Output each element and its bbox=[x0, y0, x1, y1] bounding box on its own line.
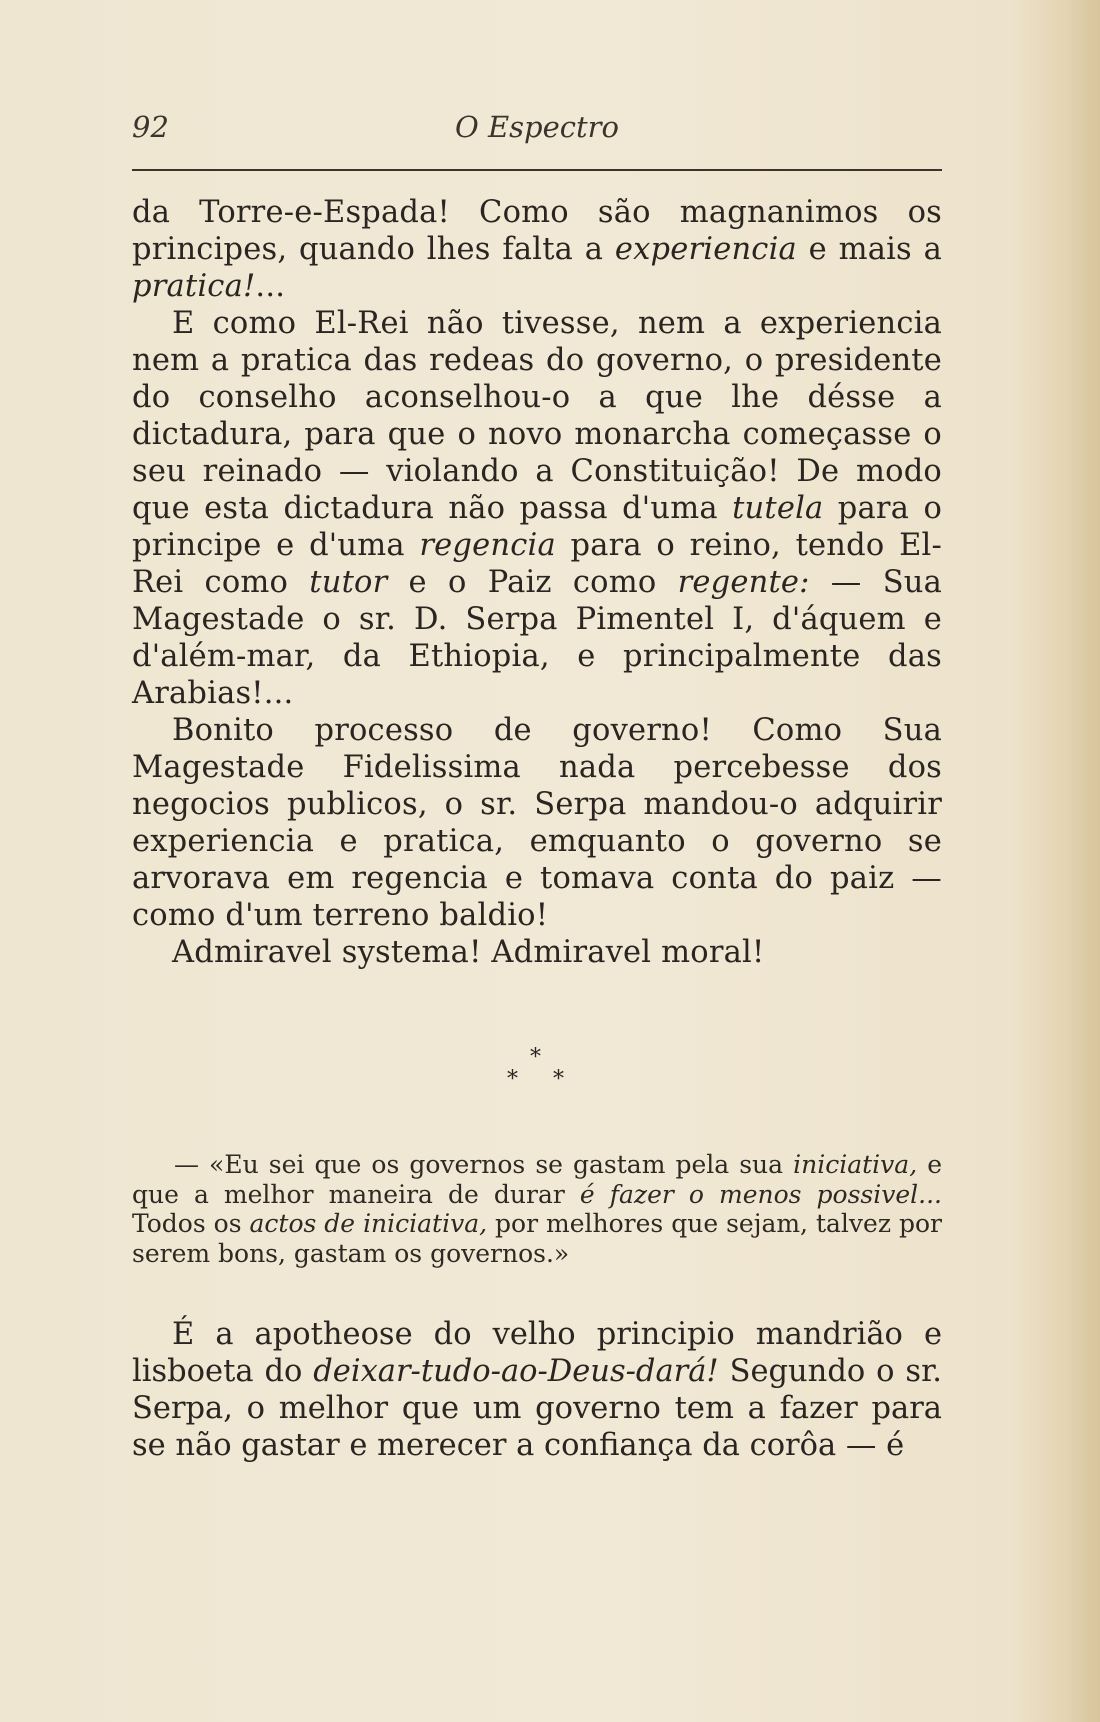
paragraph-2: E como El-Rei não tivesse, nem a experiencia nem a pratica das redeas do governo, o presidente do conselho aconselhou-o a que lhe désse a dictadura, para que o novo monarcha começasse o seu reinado — violando a Constituição! De modo que esta dictadura não passa d'uma tutela para o principe e d'uma regencia para o reino, tendo El-Rei como tutor e o Paiz como regente: — Sua Magestade o sr. D. Serpa Pimentel I, d'áquem e d'além-mar, da Ethiopia, e principalmente das Arabias!... bbox=[132, 306, 943, 711]
asterism bbox=[500, 1045, 580, 1092]
body-text bbox=[132, 194, 942, 971]
page-number: 92 bbox=[132, 110, 169, 144]
paragraph-1: da Torre-e-Espada! Como são magnanimos os principes, quando lhes falta a experiencia e mais a pratica!... bbox=[132, 195, 942, 304]
body-text-continued bbox=[132, 1316, 942, 1464]
page-header bbox=[132, 110, 942, 150]
paragraph-3: Bonito processo de governo! Como Sua Magestade Fidelissima nada percebesse dos negocios publicos, o sr. Serpa mandou-o adquirir experiencia e pratica, emquanto o governo se arvorava em regencia e tomava conta do paiz — como d'um terreno baldio! bbox=[132, 713, 942, 933]
asterism-star: * bbox=[553, 1067, 564, 1092]
asterism-star: * bbox=[507, 1067, 518, 1092]
paragraph-4: Admiravel systema! Admiravel moral! bbox=[172, 935, 765, 970]
header-rule bbox=[132, 169, 942, 171]
paragraph-5: É a apotheose do velho principio mandrião e lisboeta do deixar-tudo-ao-Deus-dará! Segundo o sr. Serpa, o melhor que um governo tem a fazer para se não gastar e merecer a confiança da corôa — é bbox=[132, 1317, 942, 1463]
running-title: O Espectro bbox=[455, 110, 619, 144]
quotation: — «Eu sei que os governos se gastam pela sua iniciativa, e que a melhor maneira de durar é fazer o menos possivel... Todos os actos de iniciativa, por melhores que sejam, talvez por serem bons, gastam os governos.» bbox=[132, 1150, 943, 1268]
asterism-star: * bbox=[530, 1045, 541, 1070]
